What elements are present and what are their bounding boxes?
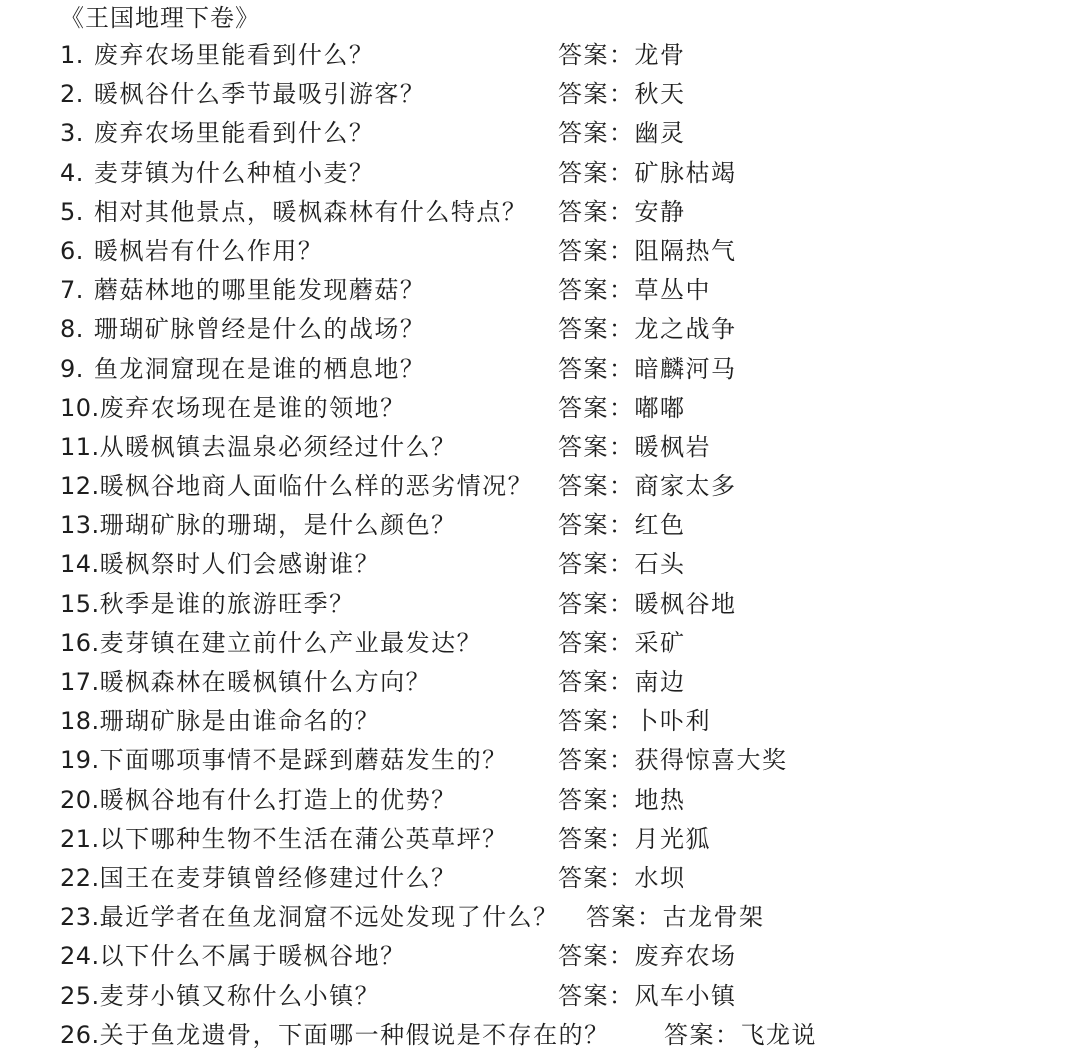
question-text: 鱼龙洞窟现在是谁的栖息地？ [93,354,426,383]
answer-label: 答案： [558,41,635,69]
question-number: 21. [60,824,100,853]
answer-value: 暗麟河马 [634,354,737,383]
answer-value: 矿脉枯竭 [634,158,737,187]
answer [558,859,686,898]
answer-value: 月光狐 [634,824,711,853]
question-text: 蘑菇林地的哪里能发现蘑菇？ [93,276,426,305]
answer-label: 答案： [558,354,635,383]
qa-row [60,937,1060,976]
answer [558,585,737,624]
question-text: 珊瑚矿脉曾经是什么的战场？ [93,315,426,344]
qa-row [60,389,1060,428]
question-number: 11. [60,432,100,461]
qa-list [60,36,1060,1055]
question-number: 24. [60,942,100,971]
answer-value: 暖枫岩 [634,432,711,461]
answer-value: 废弃农场 [634,942,737,971]
answer-value: 采矿 [634,628,686,657]
question-number: 3. [60,119,84,148]
question-number: 8. [60,315,84,344]
answer [586,898,765,937]
answer [558,271,711,310]
question-text: 秋季是谁的旅游旺季？ [99,589,355,618]
qa-row [60,232,1060,271]
answer-value: 石头 [634,550,686,579]
answer [558,781,686,820]
answer-label: 答案： [558,707,635,736]
answer-label: 答案： [558,746,635,775]
answer-value: 卜卟利 [634,707,711,736]
answer-value: 商家太多 [634,472,737,501]
answer [558,310,737,349]
question-text: 以下什么不属于暖枫谷地？ [99,942,406,971]
question-text: 下面哪项事情不是踩到蘑菇发生的？ [99,746,508,775]
answer-label: 答案： [558,119,635,148]
answer-label: 答案： [558,628,635,657]
qa-row [60,545,1060,584]
answer-label: 答案： [558,589,635,618]
answer-value: 龙之战争 [634,315,737,344]
answer-value: 水坝 [634,863,686,892]
answer-label: 答案： [558,393,635,422]
answer-label: 答案： [558,511,635,540]
answer [558,467,737,506]
qa-row [60,193,1060,232]
qa-row [60,977,1060,1016]
question-number: 1. [60,41,84,69]
answer-value: 古龙骨架 [662,903,765,932]
question-text: 暖枫谷地有什么打造上的优势？ [99,785,457,814]
qa-row [60,114,1060,153]
question-text: 最近学者在鱼龙洞窟不远处发现了什么？ [99,903,559,932]
qa-row [60,36,1060,75]
answer-label: 答案： [558,276,635,305]
answer [558,937,737,976]
answer [558,663,686,702]
question-number: 5. [60,197,84,226]
question-text: 废弃农场里能看到什么？ [93,119,375,148]
document-title: 《王国地理下卷》 [60,4,260,32]
answer [558,624,686,663]
answer-value: 南边 [634,668,686,696]
qa-row [60,898,1060,937]
qa-row [60,428,1060,467]
answer-label: 答案： [558,432,635,461]
question-number: 22. [60,863,100,892]
answer [558,232,737,271]
answer-label: 答案： [558,785,635,814]
question-number: 17. [60,668,100,696]
qa-row [60,467,1060,506]
answer-label: 答案： [558,472,635,501]
question-text: 暖枫祭时人们会感谢谁？ [99,550,381,579]
question-number: 12. [60,472,100,501]
question-number: 25. [60,981,100,1010]
qa-row [60,702,1060,741]
answer [558,506,686,545]
answer [558,193,686,232]
question-number: 16. [60,628,100,657]
answer [558,820,711,859]
qa-row [60,506,1060,545]
answer-value: 暖枫谷地 [634,589,737,618]
question-number: 19. [60,746,100,775]
qa-row [60,859,1060,898]
qa-row [60,1016,1060,1055]
answer [558,741,788,780]
qa-row [60,350,1060,389]
qa-row [60,624,1060,663]
qa-row [60,781,1060,820]
answer-label: 答案： [558,824,635,853]
question-number: 9. [60,354,84,383]
question-text: 暖枫谷地商人面临什么样的恶劣情况？ [99,472,534,501]
question-text: 相对其他景点，暖枫森林有什么特点？ [93,197,528,226]
qa-row [60,154,1060,193]
answer-value: 获得惊喜大奖 [634,746,788,775]
answer-value: 风车小镇 [634,981,737,1010]
question-number: 15. [60,589,100,618]
answer-label: 答案： [558,942,635,971]
answer-label: 答案： [558,668,635,696]
question-number: 23. [60,903,100,932]
qa-row [60,585,1060,624]
qa-row [60,310,1060,349]
question-number: 14. [60,550,100,579]
question-text: 国王在麦芽镇曾经修建过什么？ [99,863,457,892]
answer-value: 秋天 [634,80,686,109]
answer-label: 答案： [558,158,635,187]
answer-value: 飞龙说 [740,1020,817,1049]
qa-row [60,663,1060,702]
question-text: 暖枫森林在暖枫镇什么方向？ [99,668,432,696]
question-text: 麦芽镇为什么种植小麦？ [93,158,375,187]
answer-value: 红色 [634,511,686,540]
question-text: 暖枫岩有什么作用？ [93,236,324,265]
qa-row [60,820,1060,859]
answer [558,75,686,114]
answer-value: 嘟嘟 [634,393,686,422]
answer [558,154,737,193]
question-text: 珊瑚矿脉是由谁命名的？ [99,707,381,736]
answer-value: 龙骨 [634,41,686,69]
question-text: 麦芽小镇又称什么小镇？ [99,981,381,1010]
answer [558,977,737,1016]
question-text: 以下哪种生物不生活在蒲公英草坪？ [99,824,508,853]
qa-row [60,271,1060,310]
answer-value: 草丛中 [634,276,711,305]
answer-label: 答案： [558,981,635,1010]
answer [664,1016,817,1055]
qa-row [60,75,1060,114]
answer-label: 答案： [558,315,635,344]
answer-value: 阻隔热气 [634,236,737,265]
answer [558,389,686,428]
question-text: 珊瑚矿脉的珊瑚，是什么颜色？ [99,511,457,540]
answer [558,702,711,741]
answer [558,428,711,467]
answer-label: 答案： [558,863,635,892]
answer-value: 幽灵 [634,119,686,148]
answer-label: 答案： [558,550,635,579]
question-text: 废弃农场里能看到什么？ [93,41,375,69]
question-number: 2. [60,80,84,109]
answer [558,350,737,389]
answer-label: 答案： [558,236,635,265]
answer [558,36,686,75]
answer-label: 答案： [664,1020,741,1049]
answer-label: 答案： [586,903,663,932]
answer-label: 答案： [558,197,635,226]
question-text: 暖枫谷什么季节最吸引游客？ [93,80,426,109]
question-text: 从暖枫镇去温泉必须经过什么？ [99,432,457,461]
answer-value: 安静 [634,197,686,226]
question-text: 废弃农场现在是谁的领地？ [99,393,406,422]
answer [558,114,686,153]
question-number: 7. [60,276,84,305]
question-number: 18. [60,707,100,736]
question-number: 13. [60,511,100,540]
answer [558,545,686,584]
answer-label: 答案： [558,80,635,109]
qa-row [60,741,1060,780]
question-number: 20. [60,785,100,814]
question-number: 6. [60,236,84,265]
question-number: 10. [60,393,100,422]
question-number: 4. [60,158,84,187]
answer-value: 地热 [634,785,686,814]
question-number: 26. [60,1020,100,1049]
question-text: 麦芽镇在建立前什么产业最发达？ [99,628,483,657]
question-text: 关于鱼龙遗骨，下面哪一种假说是不存在的？ [99,1020,610,1049]
